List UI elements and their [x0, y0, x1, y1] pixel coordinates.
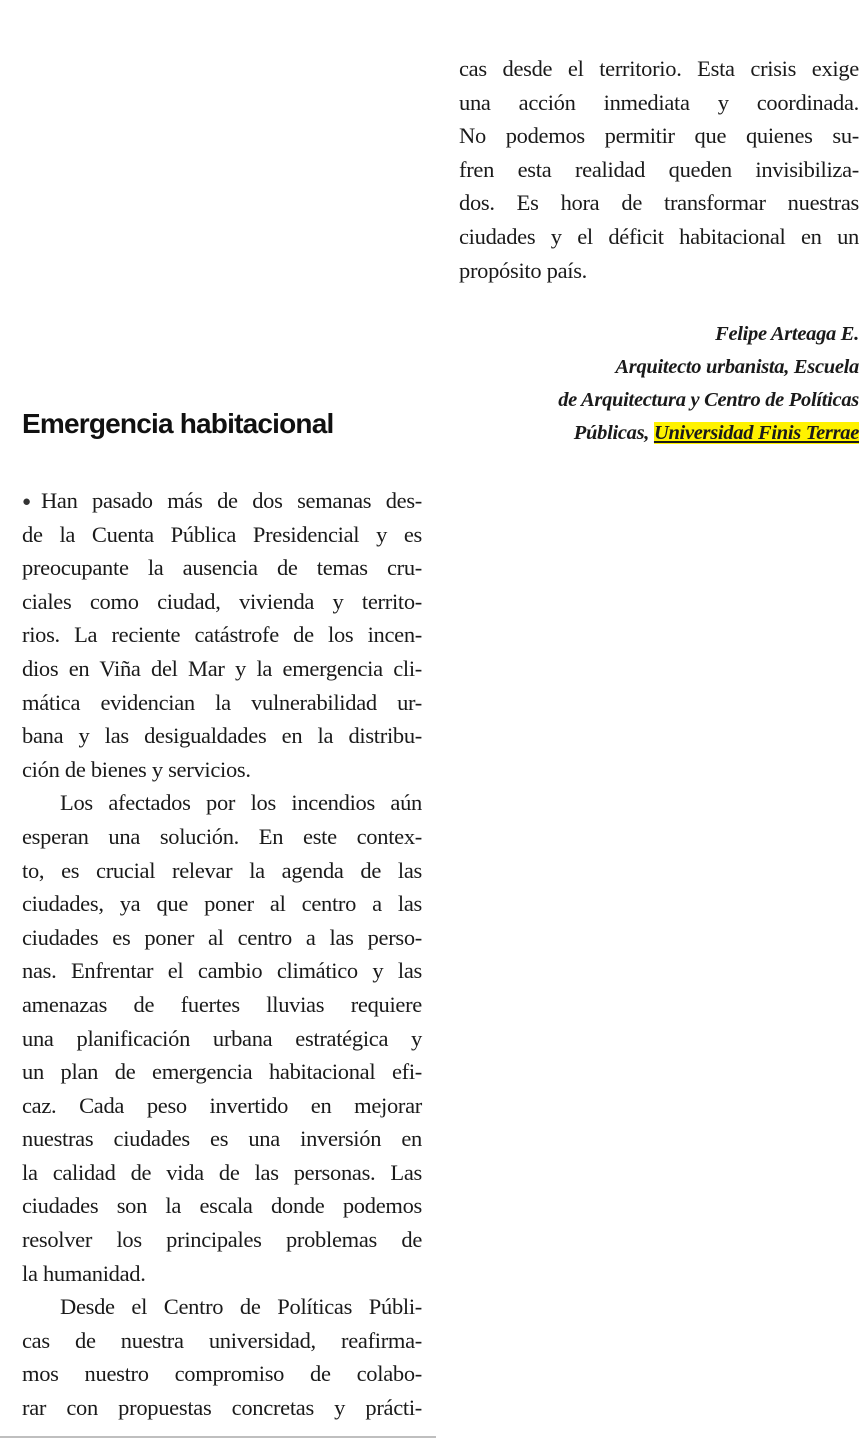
text-line: rios. La reciente catástrofe de los incen-: [22, 622, 422, 648]
text-line: la humanidad.: [22, 1260, 146, 1286]
text-line-content: Han pasado más de dos semanas des-: [40, 488, 422, 513]
institution-highlight: Universidad Finis Terrae: [653, 422, 859, 444]
signature-affiliation: de Arquitectura y Centro de Políticas: [558, 389, 859, 411]
text-line: ciudades son la escala donde podemos: [22, 1193, 422, 1219]
signature-block: [558, 318, 859, 450]
text-line: Los afectados por los incendios aún: [60, 790, 422, 816]
signature-affiliation-last: [558, 417, 859, 450]
text-line: ciudades, ya que poner al centro a las: [22, 891, 422, 917]
right-column-text: [459, 52, 859, 287]
text-line: bana y las desigualdades en la distribu-: [22, 723, 422, 749]
text-line: cas de nuestra universidad, reafirma-: [22, 1327, 422, 1353]
text-line: Desde el Centro de Políticas Públi-: [60, 1294, 422, 1320]
text-line: mática evidencian la vulnerabilidad ur-: [22, 689, 422, 715]
text-line: una planificación urbana estratégica y: [22, 1025, 422, 1051]
text-line: ciudades es poner al centro a las perso-: [22, 924, 422, 950]
text-line: amenazas de fuertes lluvias requiere: [22, 991, 422, 1017]
text-line: dios en Viña del Mar y la emergencia cli-: [22, 655, 422, 681]
text-line: fren esta realidad queden invisibiliza-: [459, 156, 859, 182]
text-line: rar con propuestas concretas y prácti-: [22, 1395, 422, 1421]
signature-name: Felipe Arteaga E.: [715, 323, 859, 345]
text-line: ciales como ciudad, vivienda y territo-: [22, 588, 422, 614]
text-line: ción de bienes y servicios.: [22, 756, 251, 782]
text-line: propósito país.: [459, 257, 587, 283]
text-line: de la Cuenta Pública Presidencial y es: [22, 521, 422, 547]
bottom-divider: [0, 1436, 436, 1438]
text-line: esperan una solución. En este contex-: [22, 823, 422, 849]
text-line: nas. Enfrentar el cambio climático y las: [22, 958, 422, 984]
text-line: ciudades y el déficit habitacional en un: [459, 223, 859, 249]
text-line: to, es crucial relevar la agenda de las: [22, 857, 422, 883]
text-line: [22, 484, 422, 518]
text-line: nuestras ciudades es una inversión en: [22, 1126, 422, 1152]
text-line: No podemos permitir que quienes su-: [459, 123, 859, 149]
signature-prefix: Públicas,: [573, 422, 654, 444]
signature-title: Arquitecto urbanista, Escuela: [615, 356, 859, 378]
article-headline: Emergencia habitacional: [22, 408, 334, 439]
text-line: resolver los principales problemas de: [22, 1227, 422, 1253]
text-line: preocupante la ausencia de temas cru-: [22, 555, 422, 581]
text-line: dos. Es hora de transformar nuestras: [459, 190, 859, 216]
text-line: caz. Cada peso invertido en mejorar: [22, 1092, 422, 1118]
bullet-icon: ●: [22, 494, 40, 510]
text-line: mos nuestro compromiso de colabo-: [22, 1361, 422, 1387]
text-line: un plan de emergencia habitacional efi-: [22, 1059, 422, 1085]
text-line: cas desde el territorio. Esta crisis exige: [459, 56, 859, 81]
article-body: [22, 484, 422, 1425]
text-line: una acción inmediata y coordinada.: [459, 89, 859, 115]
text-line: la calidad de vida de las personas. Las: [22, 1159, 422, 1185]
